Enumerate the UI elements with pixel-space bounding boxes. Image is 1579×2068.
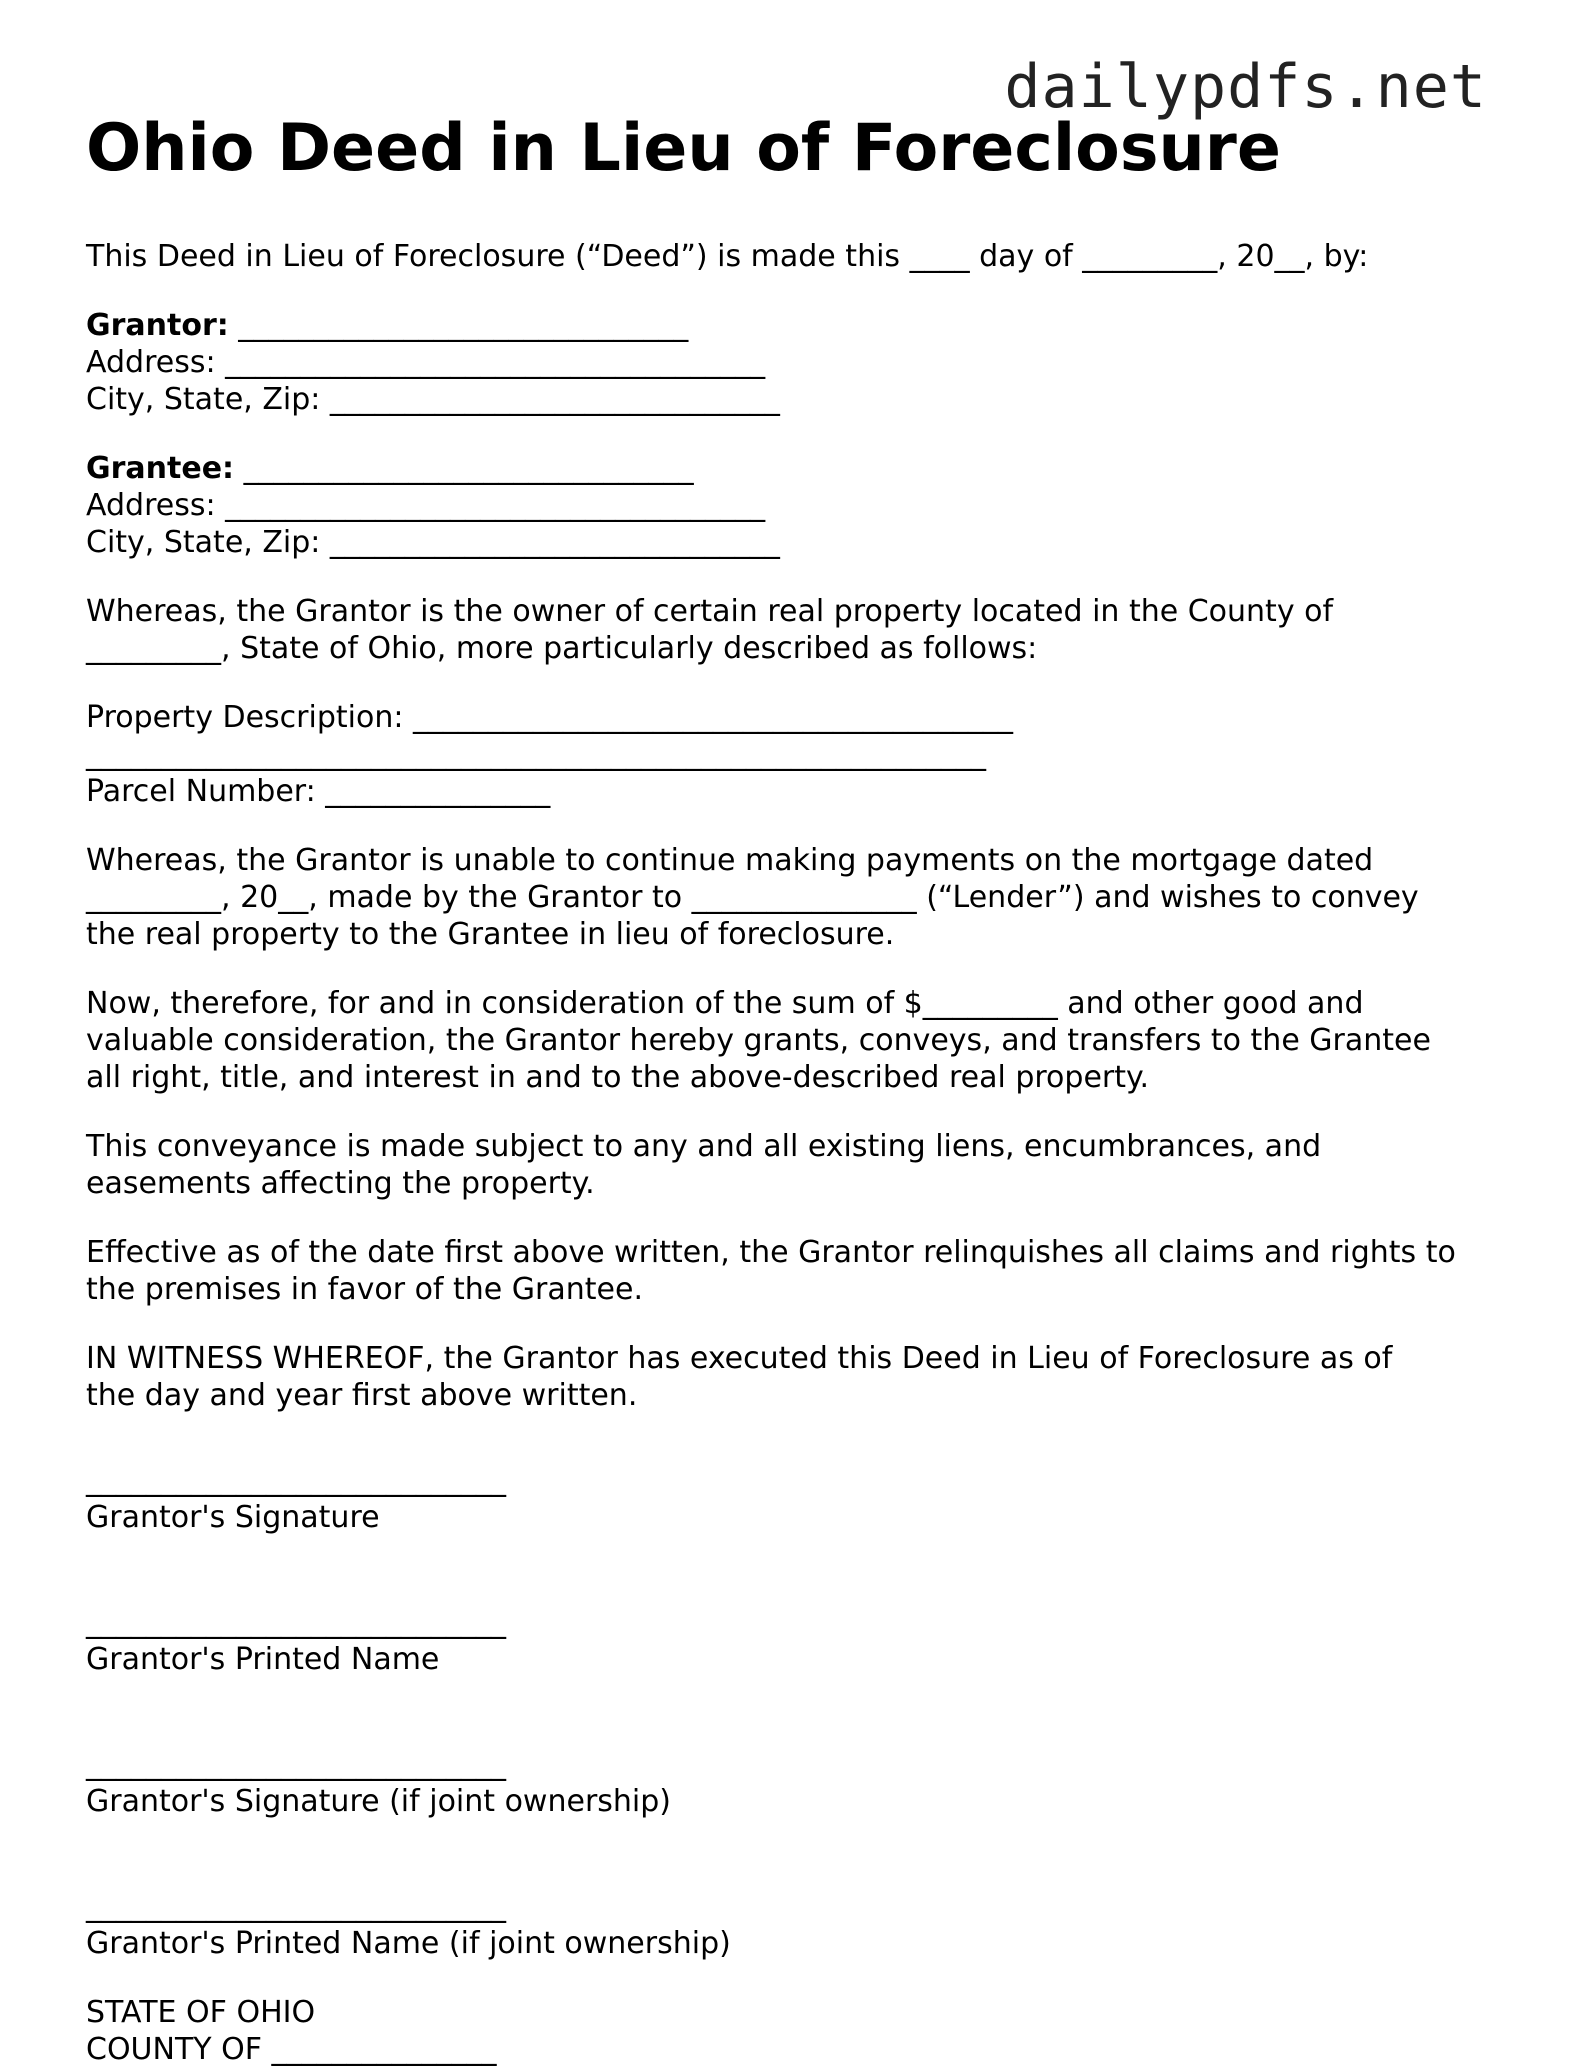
grantor-signature-line xyxy=(86,1462,1496,1536)
consideration-paragraph xyxy=(86,985,1496,1096)
parcel-number: Parcel Number: _______________ xyxy=(86,774,551,809)
signature-rule: ____________________________ xyxy=(86,1747,506,1782)
grantee-address: Address: ____________________________________ xyxy=(86,488,766,523)
signature-label: Grantor's Printed Name (if joint ownership) xyxy=(86,1926,731,1961)
whereas-property-line: _________, State of Ohio, more particularly described as follows: xyxy=(86,631,1038,666)
grantor-label: Grantor: xyxy=(86,308,229,343)
grantor-printed-name-line xyxy=(86,1604,1496,1678)
signature-rule: ____________________________ xyxy=(86,1605,506,1640)
grantee-city-state-zip: City, State, Zip: ______________________________ xyxy=(86,525,780,560)
grantee-label: Grantee: xyxy=(86,451,235,486)
whereas-mortgage-line: _________, 20__, made by the Grantor to _______________ (“Lender”) and wishes to convey xyxy=(86,880,1419,915)
notary-county: COUNTY OF _______________ xyxy=(86,2032,497,2067)
effective-paragraph xyxy=(86,1234,1496,1308)
signature-section xyxy=(86,1462,1496,1962)
notary-header xyxy=(86,1994,1496,2068)
consideration-line: Now, therefore, for and in consideration of the sum of $_________ and other good and xyxy=(86,986,1364,1021)
grantor-block xyxy=(86,307,1496,418)
signature-rule: ____________________________ xyxy=(86,1463,506,1498)
intro-paragraph: This Deed in Lieu of Foreclosure (“Deed”) is made this ____ day of _________, 20__, by: xyxy=(86,239,1369,274)
property-description-continuation: ____________________________________________________________ xyxy=(86,737,986,772)
watermark: dailypdfs.net xyxy=(1004,52,1487,122)
grantee-name-blank: ______________________________ xyxy=(234,451,694,486)
grantor-city-state-zip: City, State, Zip: ______________________________ xyxy=(86,382,780,417)
grantor-name-blank: ______________________________ xyxy=(228,308,689,343)
signature-label: Grantor's Printed Name xyxy=(86,1642,440,1677)
subject-to-line: This conveyance is made subject to any and all existing liens, encumbrances, and xyxy=(86,1129,1322,1164)
whereas-property-line: Whereas, the Grantor is the owner of certain real property located in the County of xyxy=(86,594,1334,629)
witness-line: IN WITNESS WHEREOF, the Grantor has executed this Deed in Lieu of Foreclosure as of xyxy=(86,1341,1393,1376)
whereas-mortgage-paragraph xyxy=(86,842,1496,953)
document-page xyxy=(86,108,1496,2068)
document-title: Ohio Deed in Lieu of Foreclosure xyxy=(86,111,1281,186)
notary-state: STATE OF OHIO xyxy=(86,1995,316,2030)
grantee-block xyxy=(86,450,1496,561)
property-block xyxy=(86,699,1496,810)
subject-to-line: easements affecting the property. xyxy=(86,1166,595,1201)
joint-signature-line xyxy=(86,1746,1496,1820)
whereas-mortgage-line: the real property to the Grantee in lieu of foreclosure. xyxy=(86,917,895,952)
effective-line: Effective as of the date first above written, the Grantor relinquishes all claims and rights to xyxy=(86,1235,1456,1270)
consideration-line: valuable consideration, the Grantor hereby grants, conveys, and transfers to the Grantee xyxy=(86,1023,1431,1058)
witness-paragraph xyxy=(86,1340,1496,1414)
whereas-property-paragraph xyxy=(86,593,1496,667)
effective-line: the premises in favor of the Grantee. xyxy=(86,1272,643,1307)
grantor-address: Address: ____________________________________ xyxy=(86,345,766,380)
witness-line: the day and year first above written. xyxy=(86,1378,638,1413)
joint-printed-name-line xyxy=(86,1888,1496,1962)
signature-label: Grantor's Signature (if joint ownership) xyxy=(86,1784,671,1819)
consideration-line: all right, title, and interest in and to the above-described real property. xyxy=(86,1060,1150,1095)
subject-to-paragraph xyxy=(86,1128,1496,1202)
signature-rule: ____________________________ xyxy=(86,1889,506,1924)
signature-label: Grantor's Signature xyxy=(86,1500,380,1535)
whereas-mortgage-line: Whereas, the Grantor is unable to continue making payments on the mortgage dated xyxy=(86,843,1374,878)
property-description: Property Description: ________________________________________ xyxy=(86,700,1013,735)
